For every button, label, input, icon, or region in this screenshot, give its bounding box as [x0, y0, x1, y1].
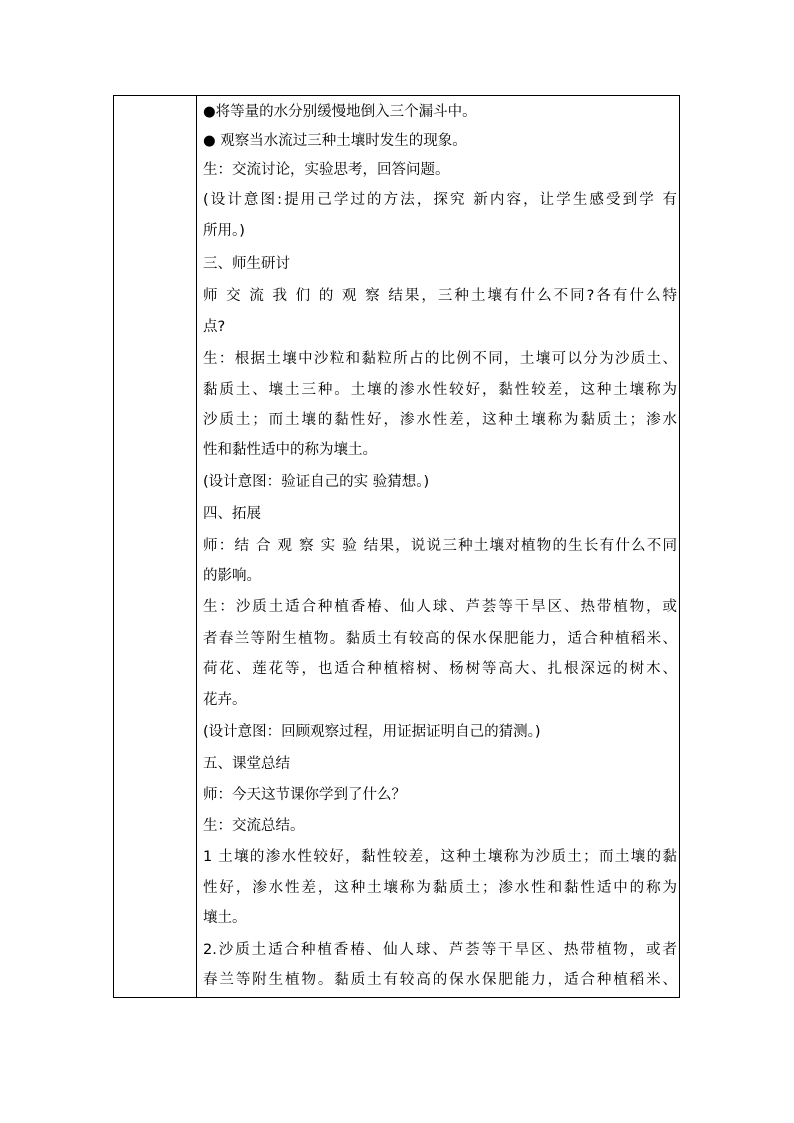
- text-line: (设计意图：验证自己的实 验猜想。): [203, 474, 430, 490]
- text-line: 2.沙质土适合种植香椿、仙人球、芦荟等干旱区、热带植物，或者: [203, 942, 677, 958]
- text-line: 师：今天这节课你学到了什么？: [203, 787, 406, 803]
- text-line: 春兰等附生植物。黏质土有较高的保水保肥能力，适合种植稻米、: [203, 972, 677, 988]
- text-line: 花卉。: [203, 692, 247, 708]
- text-line: ●将等量的水分别缓慢地倒入三个漏斗中。: [203, 104, 477, 120]
- text-line: 性和黏性适中的称为壤土。: [203, 442, 377, 458]
- text-line: 生：沙质土适合种植香椿、仙人球、芦荟等干旱区、热带植物，或: [203, 599, 677, 615]
- text-line: 1 土壤的渗水性较好，黏性较差，这种土壤称为沙质土；而土壤的黏: [203, 849, 677, 865]
- text-line: 沙质土；而土壤的黏性好，渗水性差，这种土壤称为黏质土；渗水: [203, 412, 677, 428]
- text-line: 黏质土、壤土三种。土壤的渗水性较好，黏性较差，这种土壤称为: [203, 382, 677, 398]
- lesson-table: [113, 95, 680, 998]
- text-line: 生：根据土壤中沙粒和黏粒所占的比例不同，土壤可以分为沙质土、: [203, 351, 677, 367]
- text-line: 所用。): [203, 223, 245, 239]
- text-line: (设计意图：回顾观察过程，用证据证明自己的猜测。): [203, 724, 541, 740]
- text-line: 荷花、莲花等，也适合种植榕树、杨树等高大、扎根深远的树木、: [203, 661, 677, 677]
- table-left-column: [114, 96, 197, 997]
- text-line: ● 观察当水流过三种土壤时发生的现象。: [203, 133, 467, 149]
- text-line: 壤土。: [203, 910, 247, 926]
- text-line: 的影响。: [203, 568, 261, 584]
- text-line: 师 交 流 我 们 的 观 察 结果，三种土壤有什么不同?各有什么特: [203, 288, 677, 304]
- section-heading: 三、师生研讨: [203, 256, 290, 272]
- text-line: 点?: [203, 319, 226, 335]
- text-line: 师：结 合 观 察 实 验 结果，说说三种土壤对植物的生长有什么不同: [203, 538, 677, 554]
- text-line: 生：交流讨论，实验思考，回答问题。: [203, 162, 450, 178]
- text-line: 者春兰等附生植物。黏质土有较高的保水保肥能力，适合种植稻米、: [203, 631, 677, 647]
- text-line: 性好，渗水性差，这种土壤称为黏质土；渗水性和黏性适中的称为: [203, 880, 677, 896]
- text-line: 生：交流总结。: [203, 818, 305, 834]
- text-line: (设计意图:提用己学过的方法，探究 新内容，让学生感受到学 有: [203, 192, 677, 208]
- table-content-cell: [203, 96, 677, 997]
- section-heading: 五、课堂总结: [203, 756, 290, 772]
- section-heading: 四、拓展: [203, 506, 261, 522]
